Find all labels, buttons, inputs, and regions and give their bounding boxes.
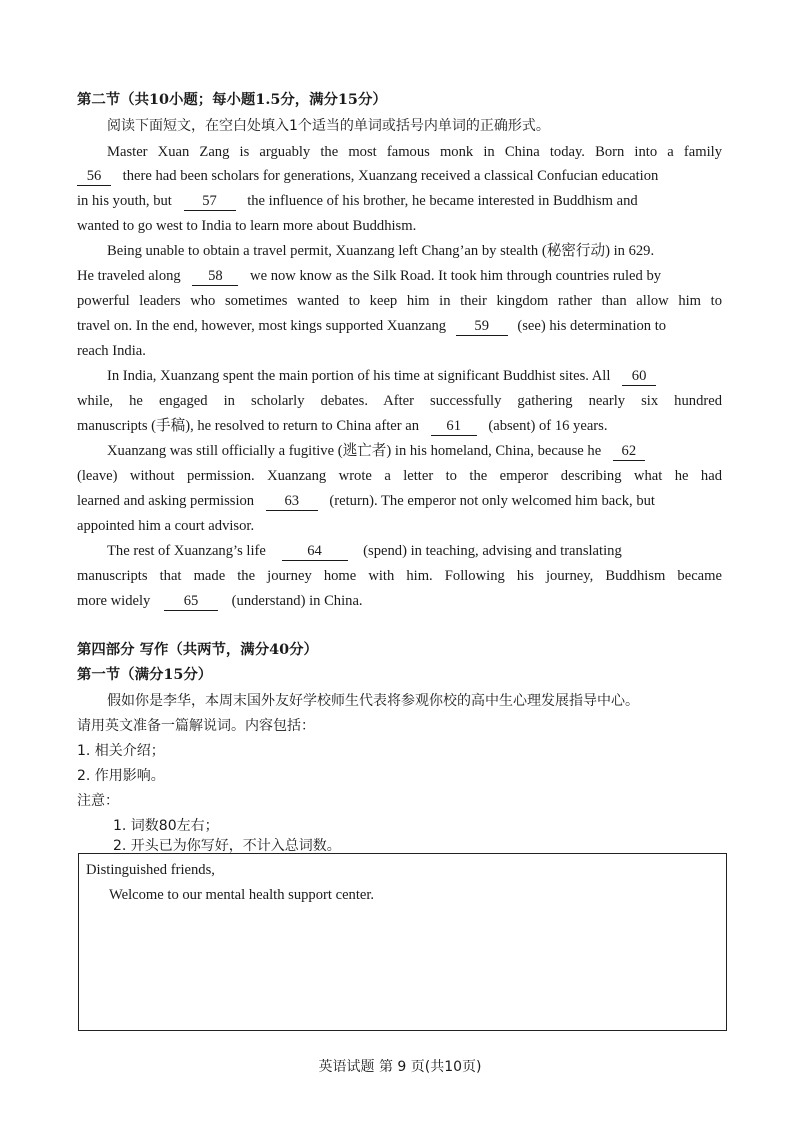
passage-line: wanted to go west to India to learn more about Buddhism.: [77, 218, 417, 234]
passage-line: while, he engaged in scholarly debates. After successfully gathering nearly six hundred: [77, 393, 722, 409]
passage-text: the influence of his brother, he became interested in Buddhism and: [247, 193, 638, 209]
passage-text: (return). The emperor not only welcomed him back, but: [329, 493, 655, 509]
blank-58[interactable]: 58: [192, 268, 238, 286]
passage-text: He traveled along: [77, 268, 181, 284]
section-heading: 第二节（共10小题；每小题1.5分，满分15分）: [77, 91, 387, 108]
essay-answer-box[interactable]: [78, 853, 727, 1031]
essay-greeting: Distinguished friends,: [86, 862, 215, 878]
blank-63[interactable]: 63: [266, 493, 318, 511]
passage-line: [77, 591, 722, 611]
blank-57[interactable]: 57: [184, 193, 236, 211]
passage-line: Master Xuan Zang is arguably the most famous monk in China today. Born into a family: [107, 144, 722, 160]
blank-59[interactable]: 59: [456, 318, 508, 336]
writing-prompt: 请用英文准备一篇解说词。内容包括：: [77, 718, 315, 734]
passage-line: [107, 541, 722, 561]
sub-heading: 第一节（满分15分）: [77, 666, 213, 683]
passage-line: manuscripts that made the journey home with him. Following his journey, Buddhism became: [77, 568, 722, 584]
passage-line: [77, 166, 722, 186]
essay-opening: Welcome to our mental health support center.: [109, 887, 375, 903]
passage-line: [77, 416, 722, 436]
blank-61[interactable]: 61: [431, 418, 477, 436]
passage-text: The rest of Xuanzang’s life: [107, 543, 266, 559]
passage-line: [77, 266, 722, 286]
passage-text: In India, Xuanzang spent the main portion of his time at significant Buddhist sites. All: [107, 368, 611, 384]
passage-line: powerful leaders who sometimes wanted to keep him in their kingdom rather than allow him to: [77, 293, 722, 309]
prompt-item: 2. 作用影响。: [77, 768, 165, 784]
passage-line: [77, 316, 722, 336]
note-item: 1. 词数80左右；: [113, 818, 219, 834]
passage-text: (understand) in China.: [231, 593, 363, 609]
passage-text: travel on. In the end, however, most kings supported Xuanzang: [77, 318, 447, 334]
passage-line: appointed him a court advisor.: [77, 518, 255, 534]
page-footer: 英语试题 第 9 页(共10页): [318, 1059, 482, 1075]
passage-line: [107, 366, 722, 386]
writing-prompt: 假如你是李华，本周末国外友好学校师生代表将参观你校的高中生心理发展指导中心。: [107, 693, 639, 709]
passage-text: (absent) of 16 years.: [488, 418, 608, 434]
passage-text: (spend) in teaching, advising and translating: [363, 543, 622, 559]
passage-text: in his youth, but: [77, 193, 172, 209]
passage-text: we now know as the Silk Road. It took him through countries ruled by: [250, 268, 662, 284]
passage-line: [77, 191, 722, 211]
passage-text: there had been scholars for generations, Xuanzang received a classical Confucian education: [122, 168, 659, 184]
passage-line: [107, 441, 722, 461]
part-heading: 第四部分 写作（共两节，满分40分）: [77, 641, 318, 658]
blank-60[interactable]: 60: [622, 368, 656, 386]
prompt-item: 1. 相关介绍；: [77, 743, 165, 759]
passage-line: (leave) without permission. Xuanzang wrote a letter to the emperor describing what he had: [77, 468, 722, 484]
passage-text: manuscripts (手稿), he resolved to return to China after an: [77, 418, 420, 434]
passage-line: Being unable to obtain a travel permit, Xuanzang left Chang’an by stealth (秘密行动) in 629.: [107, 243, 655, 259]
passage-text: (see) his determination to: [517, 318, 667, 334]
blank-56[interactable]: 56: [77, 168, 111, 186]
blank-64[interactable]: 64: [282, 543, 348, 561]
blank-62[interactable]: 62: [613, 443, 645, 461]
passage-text: more widely: [77, 593, 151, 609]
passage-line: reach India.: [77, 343, 146, 359]
note-item: 2. 开头已为你写好，不计入总词数。: [113, 838, 341, 854]
note-label: 注意：: [77, 793, 119, 809]
passage-text: learned and asking permission: [77, 493, 255, 509]
passage-text: Xuanzang was still officially a fugitive (逃亡者) in his homeland, China, because he: [107, 443, 602, 459]
blank-65[interactable]: 65: [164, 593, 218, 611]
passage-line: [77, 491, 722, 511]
section-instruction: 阅读下面短文，在空白处填入1个适当的单词或括号内单词的正确形式。: [107, 118, 550, 134]
